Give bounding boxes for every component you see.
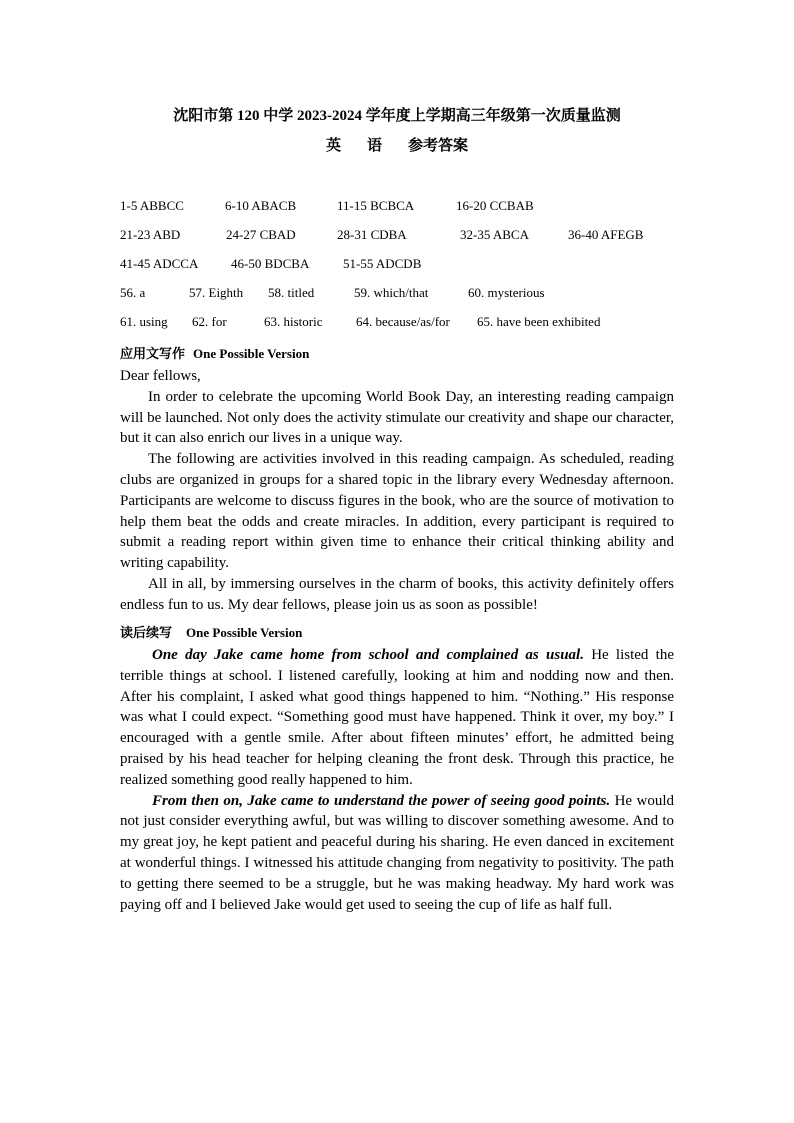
- answer-item: 61. using: [120, 314, 168, 329]
- answer-group: 1-5 ABBCC: [120, 198, 184, 213]
- section-heading-writing: [120, 343, 309, 362]
- letter-paragraph: The following are activities involved in this reading campaign. As scheduled, reading clubs are organized in groups for a shared topic in the library every Wednesday afternoon. Participants are welcome to discuss figures in the book, who are the source of motivation to help them beat the odds and create miracles. In addition, every participant is required to submit a reading report within given time to enhance their critical thinking ability and writing capability.: [120, 451, 674, 572]
- continuation-writing-story: [120, 645, 674, 915]
- answer-item: 60. mysterious: [468, 285, 545, 300]
- answer-group: 24-27 CBAD: [226, 227, 296, 242]
- answer-item: 64. because/as/for: [356, 314, 450, 329]
- answer-item: 58. titled: [268, 285, 315, 300]
- section-heading-continuation: [120, 622, 302, 641]
- answer-item: 56. a: [120, 285, 146, 300]
- practical-writing-letter: [120, 366, 674, 616]
- answer-group: 28-31 CDBA: [337, 227, 407, 242]
- answer-group: 46-50 BDCBA: [231, 256, 310, 271]
- answer-item: 63. historic: [264, 314, 323, 329]
- subject-heading: [0, 134, 794, 155]
- answer-group: 41-45 ADCCA: [120, 256, 199, 271]
- answer-group: 6-10 ABACB: [225, 198, 297, 213]
- story-body: He listed the terrible things at school. I listened carefully, looking at him and nodding now and then. After his complaint, I asked what good things happened to him. “Nothing.” His response was what I could expect. “Something good must have happened. Think it over, my boy.” I encouraged with a gentle smile. After about fifteen minutes’ effort, he admitted being praised by his head teacher for helping cleaning the front desk. Through this practice, he realized something good really happened to him.: [120, 647, 674, 788]
- section-heading-en: One Possible Version: [193, 346, 310, 361]
- answer-group: 32-35 ABCA: [460, 227, 529, 242]
- story-lead-sentence: From then on, Jake came to understand the power of seeing good points.: [152, 792, 611, 809]
- answer-group: 11-15 BCBCA: [337, 198, 415, 213]
- answer-item: 57. Eighth: [189, 285, 244, 300]
- section-heading-cn: 读后续写: [120, 626, 173, 641]
- story-body: He would not just consider everything awful, but was willing to discover something awesome. And to my great joy, he kept patient and peaceful during his sharing. He even danced in excitement at wonderful things. I witnessed his attitude changing from negativity to positivity. The path to getting there seemed to be a struggle, but he was making headway. My hard work was paying off and I believed Jake would get used to seeing the cup of life as half full.: [120, 792, 674, 913]
- story-paragraph: [120, 791, 674, 916]
- section-heading-cn: 应用文写作: [120, 347, 186, 362]
- answer-group: 16-20 CCBAB: [456, 198, 534, 213]
- answer-item: 59. which/that: [354, 285, 429, 300]
- answer-item: 65. have been exhibited: [477, 314, 601, 329]
- answer-group: 21-23 ABD: [120, 227, 181, 242]
- answer-item: 62. for: [192, 314, 227, 329]
- answer-key-label: 参考答案: [408, 138, 469, 154]
- letter-paragraph: All in all, by immersing ourselves in the charm of books, this activity definitely offers endless fun to us. My dear fellows, please join us as soon as possible!: [120, 575, 674, 613]
- story-lead-sentence: One day Jake came home from school and complained as usual.: [152, 647, 584, 663]
- answer-group: 36-40 AFEGB: [568, 227, 644, 242]
- story-paragraph: [120, 645, 674, 791]
- letter-salutation: Dear fellows,: [120, 368, 201, 384]
- page-title: 沈阳市第 120 中学 2023-2024 学年度上学期高三年级第一次质量监测: [173, 108, 621, 124]
- subject-char-1: 英: [325, 138, 341, 154]
- subject-char-2: 语: [366, 138, 382, 154]
- answer-group: 51-55 ADCDB: [343, 256, 422, 271]
- section-heading-en: One Possible Version: [186, 625, 303, 640]
- letter-paragraph: In order to celebrate the upcoming World Book Day, an interesting reading campaign will be launched. Not only does the activity stimulate our creativity and shape our character, but it can also enrich our lives in a unique way.: [120, 388, 674, 447]
